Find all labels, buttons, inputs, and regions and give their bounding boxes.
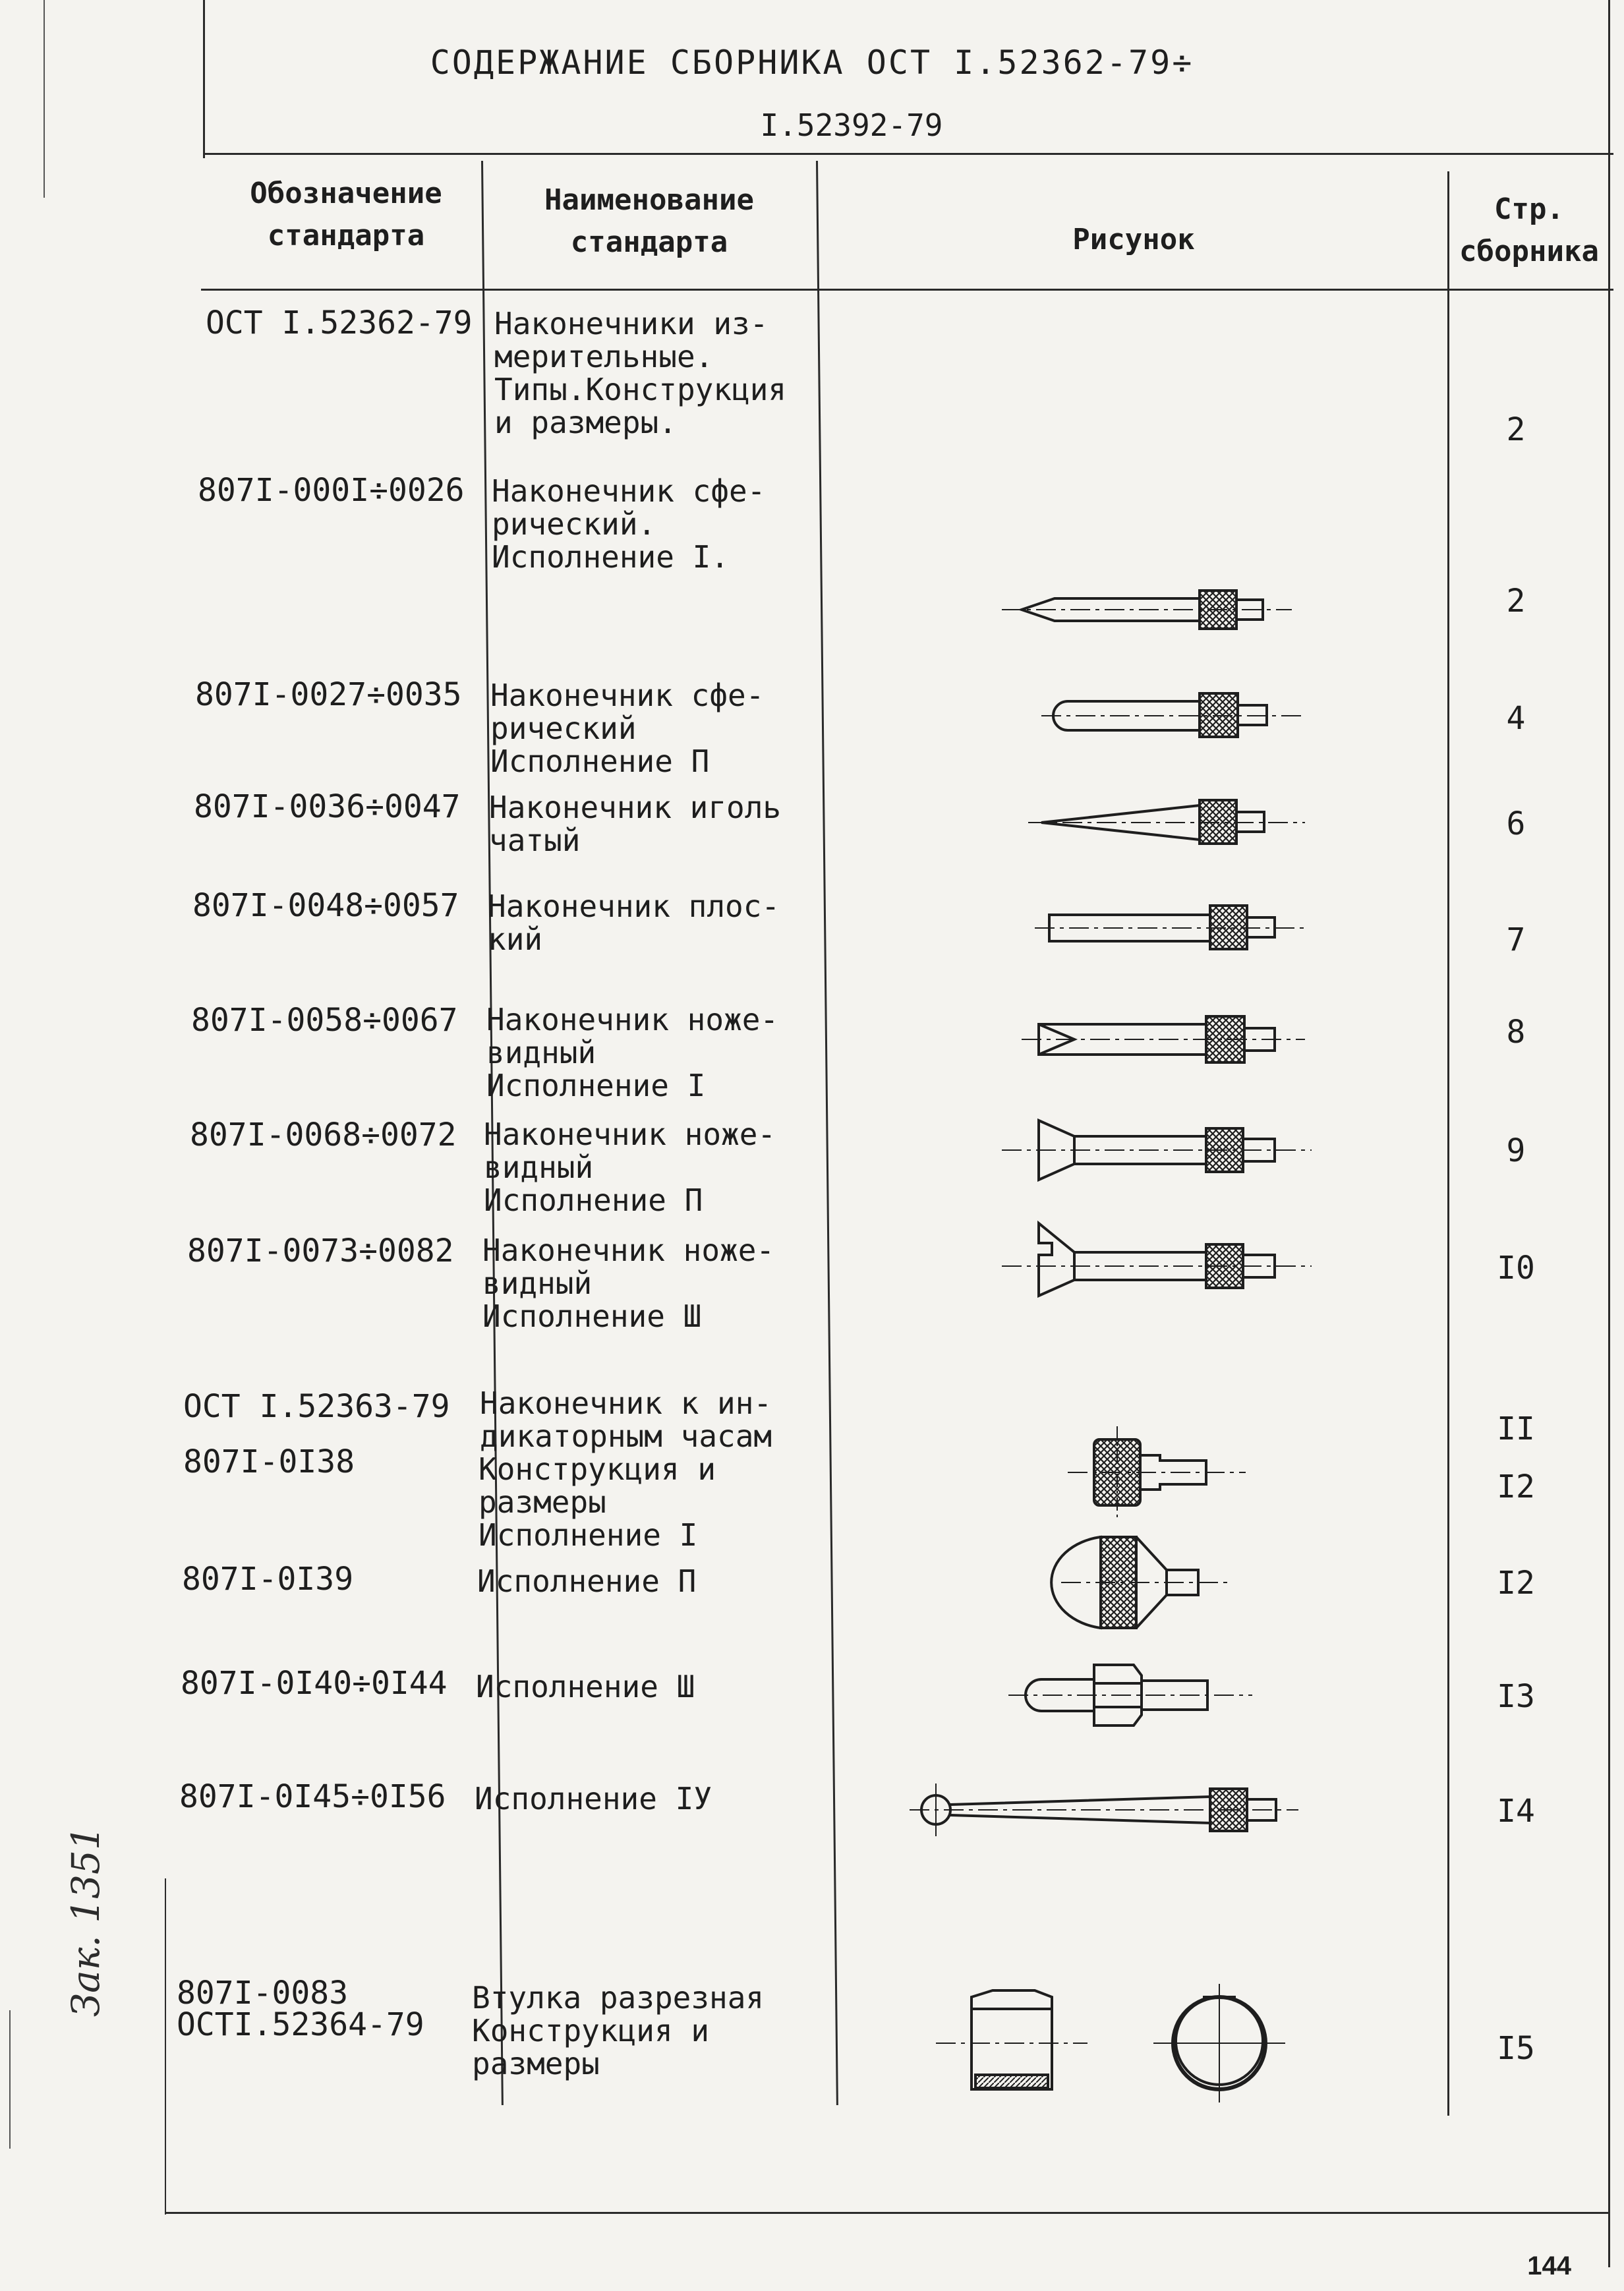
row-10-name: Конструкция и размеры Исполнение I — [478, 1451, 716, 1553]
row-13-designation: 807I-0I45÷0I56 — [179, 1778, 446, 1815]
row-13-page: I4 — [1497, 1793, 1535, 1830]
row-2-page: 2 — [1506, 583, 1526, 620]
row-14-page: I5 — [1497, 2030, 1535, 2067]
row-2-designation: 807I-000I÷0026 — [198, 472, 465, 509]
row-1-name: Наконечники из- мерительные. Типы.Конструкция и размеры. — [494, 306, 787, 440]
binding-mark-bottom — [9, 2010, 11, 2149]
row-12-designation: 807I-0I40÷0I44 — [181, 1665, 448, 1702]
row-3-name: Наконечник сфе- рический Исполнение П — [490, 678, 765, 779]
header-bottom-rule — [201, 289, 1613, 291]
row-12-name: Исполнение Ш — [476, 1669, 695, 1704]
spherical-tip-type1-drawing — [1002, 573, 1292, 646]
row-3-designation: 807I-0027÷0035 — [195, 676, 462, 713]
flat-tip-drawing — [1028, 891, 1318, 964]
row-9-page: II — [1497, 1410, 1535, 1447]
header-designation: Обозначение стандарта — [250, 177, 442, 252]
table-right-border — [1608, 0, 1610, 2267]
row-4-page: 6 — [1506, 805, 1526, 842]
row-4-designation: 807I-0036÷0047 — [194, 788, 461, 825]
table-bottom-rule — [165, 2212, 1608, 2214]
indicator-tip-type3-drawing — [1002, 1652, 1265, 1737]
header-top-rule — [203, 153, 1613, 155]
row-1-designation: ОСТ I.52362-79 — [206, 304, 473, 341]
row-6-designation: 807I-0058÷0067 — [191, 1002, 458, 1039]
spherical-tip-type2-drawing — [1028, 679, 1318, 751]
row-13-name: Исполнение IУ — [475, 1781, 712, 1816]
row-8-page: I0 — [1497, 1250, 1535, 1287]
row-5-name: Наконечник плос- кий — [488, 888, 780, 957]
handwritten-order-note: Зак. 1351 — [63, 1826, 108, 2017]
document-title: СОДЕРЖАНИЕ СБОРНИКА ОСТ I.52362-79÷ — [430, 44, 1194, 82]
header-page: Стр. сборника — [1459, 192, 1599, 268]
split-sleeve-drawing — [936, 1977, 1305, 2116]
column-divider-page — [1447, 171, 1449, 2116]
knife-tip-type1-drawing — [1015, 1000, 1318, 1080]
row-8-designation: 807I-0073÷0082 — [187, 1232, 454, 1269]
page-number: 144 — [1527, 2251, 1571, 2280]
row-7-designation: 807I-0068÷0072 — [190, 1116, 457, 1153]
binding-mark-top — [44, 0, 45, 198]
row-2-name: Наконечник сфе- рический. Исполнение I. — [492, 473, 766, 575]
row-12-page: I3 — [1497, 1678, 1535, 1715]
indicator-tip-type1-drawing — [1068, 1426, 1265, 1519]
row-8-name: Наконечник ноже- видный Исполнение Ш — [482, 1232, 775, 1334]
row-6-page: 8 — [1506, 1014, 1526, 1051]
row-5-designation: 807I-0048÷0057 — [192, 887, 459, 924]
row-4-name: Наконечник иголь чатый — [489, 790, 782, 858]
row-9-name: Наконечник к ин- дикаторным часам — [480, 1385, 772, 1454]
row-9-designation: ОСТ I.52363-79 — [183, 1388, 450, 1425]
page-frame-left — [165, 1878, 166, 2215]
row-10-page: I2 — [1497, 1468, 1535, 1505]
row-3-page: 4 — [1506, 700, 1526, 737]
row-11-designation: 807I-0I39 — [182, 1561, 354, 1598]
indicator-tip-type4-drawing — [910, 1770, 1298, 1849]
row-10-designation: 807I-0I38 — [183, 1443, 355, 1480]
row-14-designation: 807I-0083 ОСТI.52364-79 — [177, 1975, 424, 2043]
indicator-tip-type2-drawing — [1061, 1526, 1259, 1638]
row-14-name: Втулка разрезная Конструкция и размеры — [472, 1980, 765, 2081]
knife-tip-type3-drawing — [1002, 1217, 1318, 1309]
header-figure: Рисунок — [1072, 223, 1195, 256]
knife-tip-type2-drawing — [1002, 1107, 1318, 1200]
row-5-page: 7 — [1506, 921, 1526, 958]
row-6-name: Наконечник ноже- видный Исполнение I — [486, 1002, 779, 1103]
row-7-page: 9 — [1506, 1132, 1526, 1169]
row-7-name: Наконечник ноже- видный Исполнение П — [484, 1116, 776, 1218]
header-name: Наименование стандарта — [544, 183, 754, 259]
document-title-continuation: I.52392-79 — [760, 107, 943, 143]
page-left-border — [203, 0, 205, 158]
column-divider-name — [816, 161, 838, 2105]
row-11-page: I2 — [1497, 1565, 1535, 1602]
row-1-page: 2 — [1506, 411, 1526, 448]
row-11-name: Исполнение П — [477, 1563, 697, 1599]
needle-tip-drawing — [1028, 786, 1318, 858]
